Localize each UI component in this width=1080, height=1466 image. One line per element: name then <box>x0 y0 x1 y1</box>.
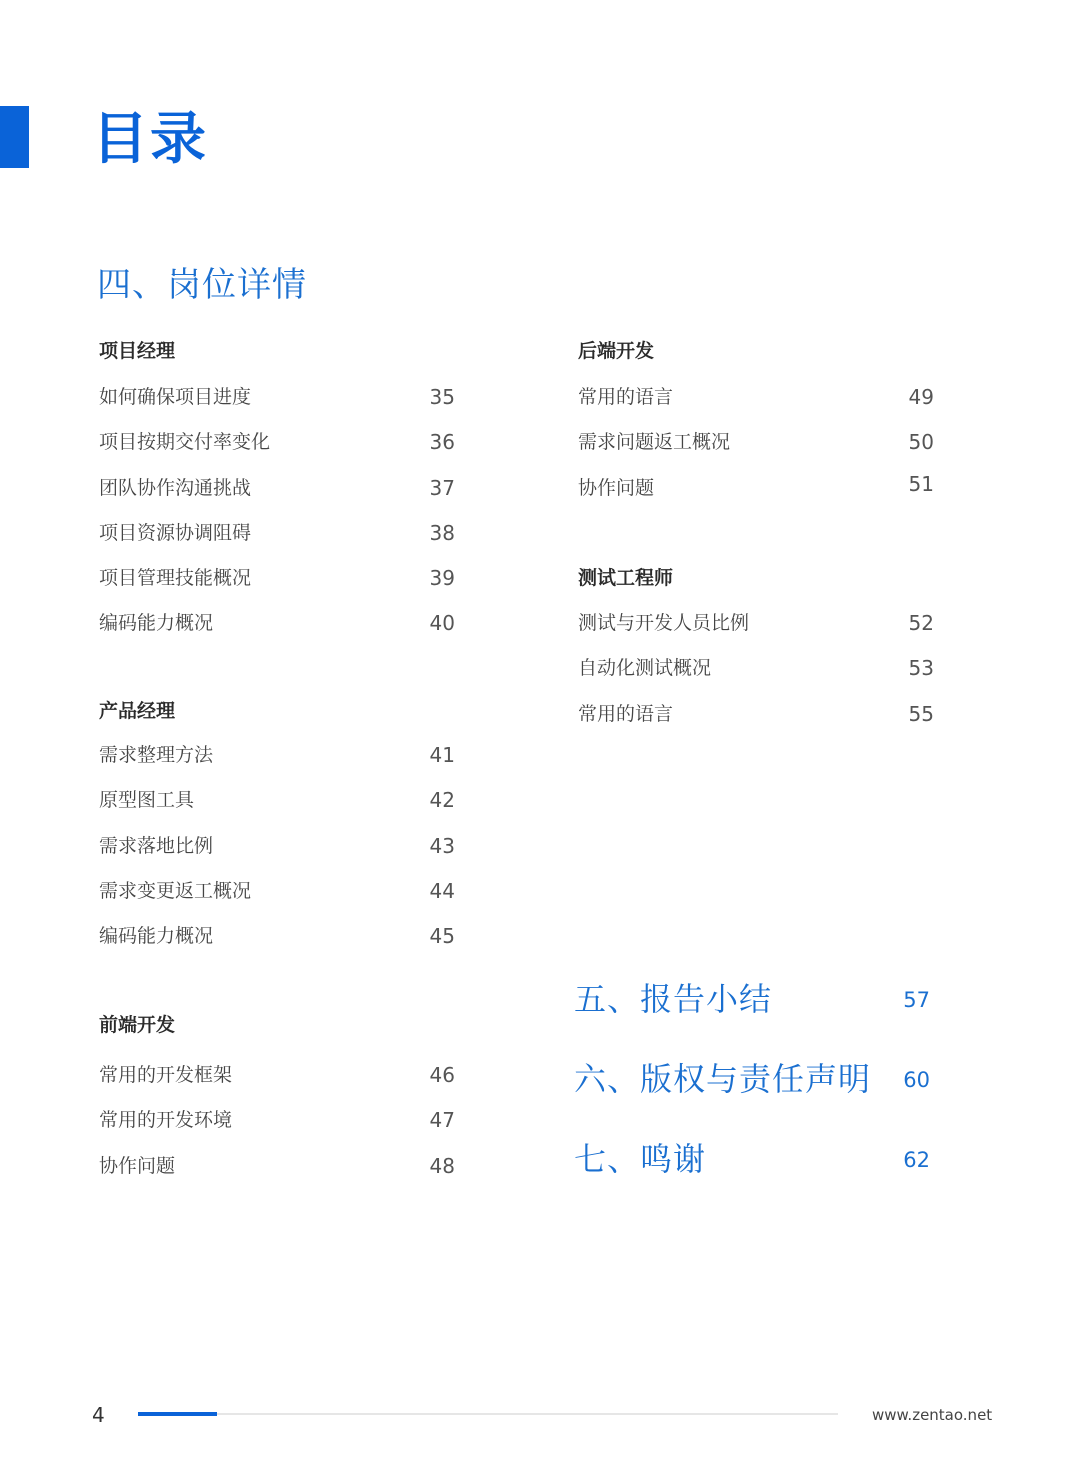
toc-group-qa <box>578 563 934 744</box>
toc-entry-page: 41 <box>429 743 455 767</box>
section-page: 60 <box>903 1068 930 1092</box>
toc-entry[interactable] <box>99 427 455 472</box>
footer-divider-accent <box>138 1412 217 1416</box>
toc-entry-page: 52 <box>908 611 934 635</box>
section-heading-4: 四、岗位详情 <box>97 265 307 305</box>
group-heading: 后端开发 <box>578 340 655 362</box>
toc-entry-page: 48 <box>429 1153 455 1178</box>
toc-entry[interactable] <box>99 382 455 427</box>
toc-entry-label: 需求问题返工概况 <box>578 431 731 454</box>
section-page: 62 <box>903 1148 930 1172</box>
toc-entry-label: 项目管理技能概况 <box>99 567 252 590</box>
toc-entry-label: 原型图工具 <box>99 789 195 812</box>
toc-entry-page: 35 <box>429 385 455 409</box>
toc-entry[interactable] <box>99 1060 455 1105</box>
toc-entry-label: 协作问题 <box>578 476 655 499</box>
toc-entry-page: 46 <box>429 1063 455 1087</box>
section-label: 七、鸣谢 <box>574 1140 707 1178</box>
toc-entry-page: 36 <box>429 430 455 455</box>
toc-entry-label: 编码能力概况 <box>99 925 214 948</box>
toc-entry-page: 44 <box>429 878 455 903</box>
toc-entry[interactable] <box>578 473 934 518</box>
footer-divider <box>138 1413 838 1415</box>
toc-entry[interactable] <box>578 699 934 744</box>
toc-entry-label: 项目资源协调阻碍 <box>99 521 252 544</box>
toc-group-frontend <box>99 1010 455 1196</box>
toc-section-6[interactable] <box>574 1056 934 1102</box>
toc-entry-page: 40 <box>429 611 455 636</box>
toc-entry-page: 43 <box>429 833 455 858</box>
toc-entry-label: 需求落地比例 <box>99 834 214 857</box>
group-heading: 产品经理 <box>99 700 176 722</box>
toc-entry-label: 团队协作沟通挑战 <box>99 476 252 499</box>
section-label: 五、报告小结 <box>574 980 773 1018</box>
page-title: 目录 <box>92 107 208 172</box>
toc-entry[interactable] <box>99 1105 455 1150</box>
toc-entry-label: 常用的语言 <box>578 702 674 725</box>
toc-entry[interactable] <box>99 608 455 653</box>
toc-entry-page: 37 <box>429 475 455 500</box>
toc-section-7[interactable] <box>574 1136 934 1182</box>
toc-entry-label: 自动化测试概况 <box>578 657 712 680</box>
toc-entry-page: 38 <box>429 520 455 545</box>
toc-entry-label: 项目按期交付率变化 <box>99 431 271 454</box>
toc-entry[interactable] <box>578 382 934 427</box>
toc-group-backend <box>578 336 934 518</box>
toc-entry-label: 如何确保项目进度 <box>99 386 252 408</box>
toc-entry-label: 常用的开发框架 <box>99 1064 233 1086</box>
group-heading: 前端开发 <box>99 1014 176 1036</box>
toc-entry[interactable] <box>99 740 455 785</box>
section-page: 57 <box>903 988 930 1012</box>
toc-entry[interactable] <box>99 876 455 921</box>
title-accent-bar <box>0 106 29 168</box>
toc-entry-page: 49 <box>908 385 934 409</box>
toc-entry-page: 47 <box>429 1108 455 1133</box>
section-label: 六、版权与责任声明 <box>574 1060 872 1098</box>
toc-entry-page: 42 <box>429 788 455 813</box>
toc-entry-page: 51 <box>908 471 934 496</box>
toc-entry[interactable] <box>99 563 455 608</box>
toc-entry-page: 53 <box>908 656 934 681</box>
toc-entry-label: 编码能力概况 <box>99 612 214 635</box>
toc-entry-label: 常用的开发环境 <box>99 1109 233 1132</box>
toc-group-product-manager <box>99 696 455 966</box>
toc-entry-label: 测试与开发人员比例 <box>578 612 750 634</box>
toc-entry[interactable] <box>99 518 455 563</box>
toc-section-5[interactable] <box>574 976 934 1022</box>
toc-entry-page: 55 <box>908 701 934 726</box>
toc-entry[interactable] <box>578 608 934 653</box>
toc-entry[interactable] <box>99 831 455 876</box>
group-heading: 项目经理 <box>99 340 176 362</box>
toc-entry-label: 常用的语言 <box>578 386 674 408</box>
toc-entry-page: 50 <box>908 430 934 455</box>
toc-group-project-manager <box>99 336 455 654</box>
toc-entry-page: 45 <box>429 924 455 949</box>
toc-entry-page: 39 <box>429 566 455 591</box>
toc-entry[interactable] <box>99 921 455 966</box>
toc-entry[interactable] <box>99 785 455 830</box>
group-heading: 测试工程师 <box>578 567 674 589</box>
toc-entry[interactable] <box>99 473 455 518</box>
toc-entry-label: 需求变更返工概况 <box>99 879 252 902</box>
toc-entry-label: 需求整理方法 <box>99 744 214 766</box>
toc-entry[interactable] <box>99 1151 455 1196</box>
footer-page-number: 4 <box>92 1403 105 1427</box>
toc-entry-label: 协作问题 <box>99 1154 176 1177</box>
toc-entry[interactable] <box>578 427 934 472</box>
footer-url[interactable]: www.zentao.net <box>872 1406 993 1424</box>
toc-entry[interactable] <box>578 653 934 698</box>
